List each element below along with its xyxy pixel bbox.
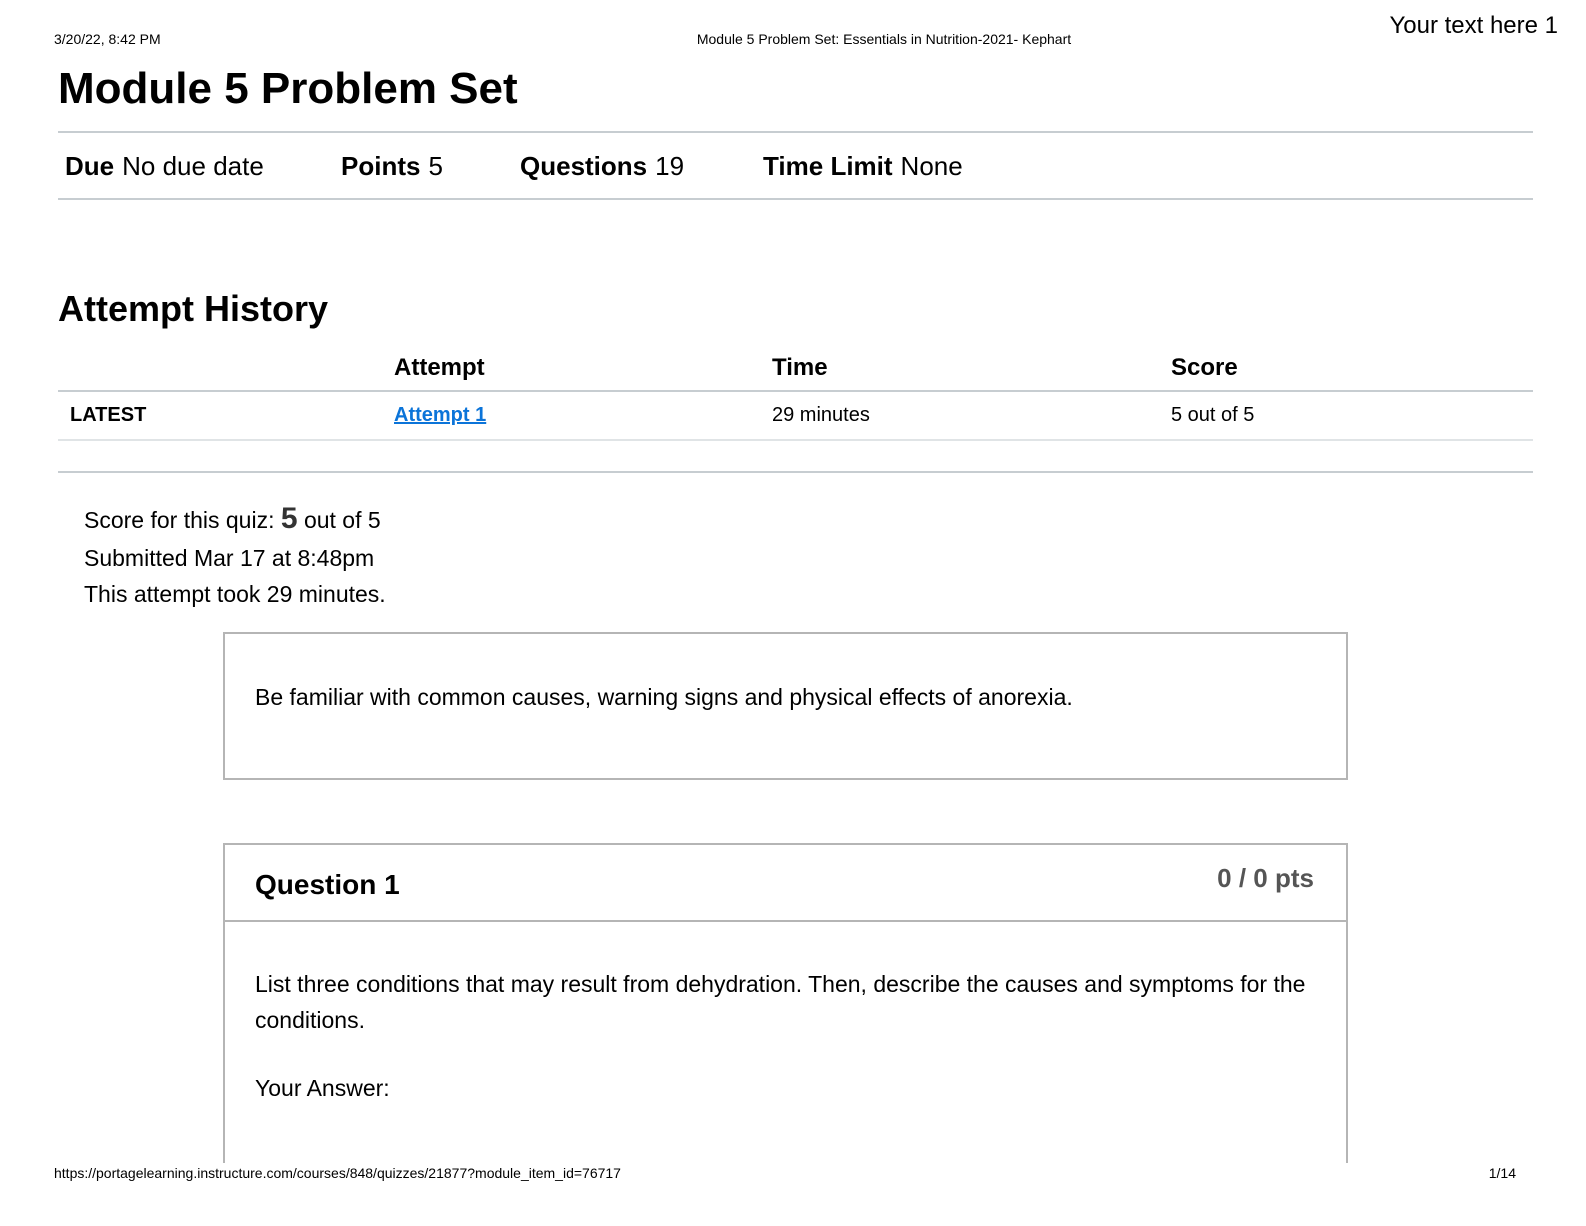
- quiz-score-line: [84, 502, 381, 536]
- table-row: [58, 392, 1533, 441]
- question-points: 0 / 0 pts: [1217, 863, 1314, 893]
- section-divider: [58, 471, 1533, 473]
- meta-time-limit-label: Time Limit: [763, 151, 893, 181]
- attempt-score: 5 out of 5: [1171, 404, 1255, 426]
- duration-line: This attempt took 29 minutes.: [84, 581, 386, 607]
- question-header: [225, 845, 1346, 922]
- quiz-intro-box: [223, 632, 1348, 780]
- latest-label: LATEST: [70, 404, 147, 426]
- quiz-meta-bar: [58, 131, 1533, 200]
- score-suffix: out of 5: [303, 507, 381, 533]
- question-text: List three conditions that may result from dehydration. Then, describe the causes and symptoms for the conditions.: [255, 971, 1306, 1033]
- score-prefix: Score for this quiz:: [84, 507, 275, 533]
- meta-points: [341, 151, 443, 182]
- column-header-time: Time: [772, 354, 828, 381]
- attempt-history-title: Attempt History: [58, 288, 329, 329]
- attempt-1-link[interactable]: Attempt 1: [394, 404, 487, 426]
- meta-questions-label: Questions: [520, 151, 648, 181]
- print-page-number: 1/14: [1488, 1165, 1516, 1181]
- print-datetime: 3/20/22, 8:42 PM: [54, 31, 161, 47]
- answer-label: Your Answer:: [255, 1075, 390, 1101]
- meta-questions-value: 19: [655, 151, 685, 181]
- column-header-score: Score: [1171, 354, 1238, 381]
- meta-questions: [520, 151, 684, 182]
- submitted-line: Submitted Mar 17 at 8:48pm: [84, 545, 375, 571]
- attempt-history-table: [58, 352, 1533, 441]
- meta-time-limit: [763, 151, 963, 182]
- meta-due: [65, 151, 264, 182]
- meta-points-label: Points: [341, 151, 421, 181]
- table-header-row: [58, 352, 1533, 392]
- attempt-time: 29 minutes: [772, 404, 870, 426]
- column-header-attempt: Attempt: [394, 354, 485, 381]
- page-title: Module 5 Problem Set: [58, 64, 518, 113]
- question-title: Question 1: [255, 869, 400, 900]
- meta-due-value: No due date: [122, 151, 264, 181]
- meta-due-label: Due: [65, 151, 115, 181]
- corner-text: Your text here 1: [1389, 12, 1558, 39]
- meta-points-value: 5: [428, 151, 443, 181]
- meta-time-limit-value: None: [900, 151, 963, 181]
- question-card: [223, 843, 1348, 1163]
- score-value: 5: [280, 502, 298, 535]
- print-footer-url: https://portagelearning.instructure.com/courses/848/quizzes/21877?module_item_id=76717: [54, 1165, 621, 1181]
- intro-text: Be familiar with common causes, warning signs and physical effects of anorexia.: [255, 684, 1073, 710]
- print-page-title: Module 5 Problem Set: Essentials in Nutrition-2021- Kephart: [696, 31, 1072, 47]
